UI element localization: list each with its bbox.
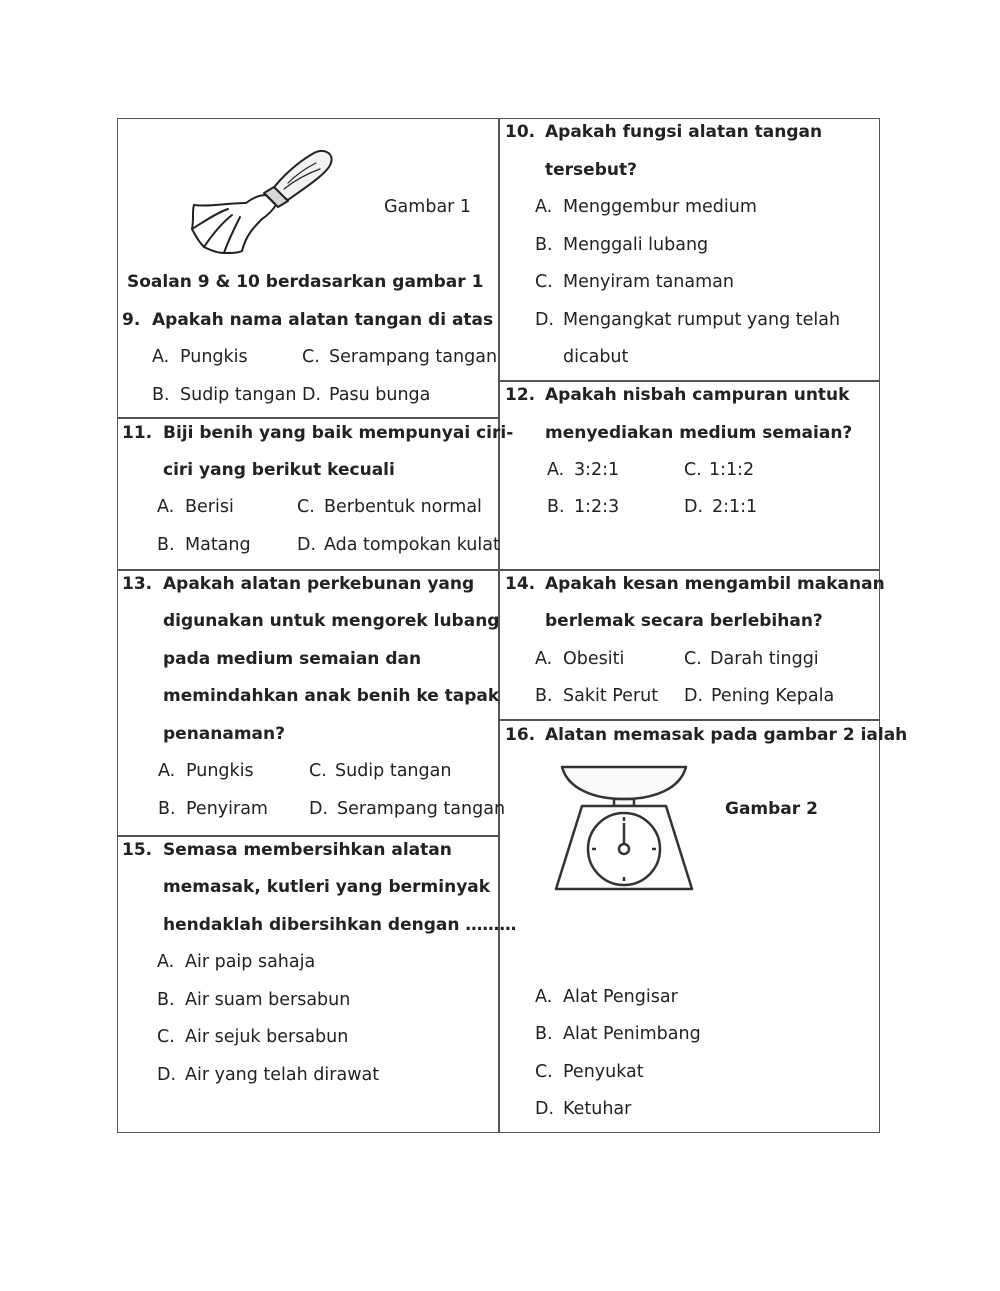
q10-option-b[interactable]: Menggali lubang bbox=[563, 235, 709, 255]
q9-option-c[interactable]: Serampang tangan bbox=[329, 347, 498, 367]
q13-text-line2: digunakan untuk mengorek lubang bbox=[163, 611, 500, 631]
q9-10-intro: Soalan 9 & 10 berdasarkan gambar 1 bbox=[127, 272, 484, 292]
q10-text-line1: Apakah fungsi alatan tangan bbox=[545, 122, 823, 142]
q11-option-c-letter[interactable]: C. bbox=[297, 497, 315, 517]
q9-option-d-letter[interactable]: D. bbox=[302, 385, 322, 405]
q12-text-line1: Apakah nisbah campuran untuk bbox=[545, 385, 850, 405]
q11-option-a-letter[interactable]: A. bbox=[157, 497, 175, 517]
q13-option-c-letter[interactable]: C. bbox=[309, 761, 327, 781]
q13-text-line4: memindahkan anak benih ke tapak bbox=[163, 686, 500, 706]
q10-option-d[interactable]: Mengangkat rumput yang telah bbox=[563, 310, 841, 330]
q15-option-a[interactable]: Air paip sahaja bbox=[185, 952, 316, 972]
q16-number: 16. bbox=[505, 725, 536, 745]
q11-option-d[interactable]: Ada tompokan kulat bbox=[324, 535, 500, 555]
q10-option-d-letter[interactable]: D. bbox=[535, 310, 555, 330]
q13-text-line5: penanaman? bbox=[163, 724, 285, 744]
q10-text-line2: tersebut? bbox=[545, 160, 637, 180]
q12-option-b[interactable]: 1:2:3 bbox=[574, 497, 620, 517]
q14-option-a[interactable]: Obesiti bbox=[563, 649, 625, 669]
q10-option-b-letter[interactable]: B. bbox=[535, 235, 553, 255]
gambar-2-label: Gambar 2 bbox=[725, 799, 818, 819]
q15-text-line1: Semasa membersihkan alatan bbox=[163, 840, 452, 860]
q15-option-c[interactable]: Air sejuk bersabun bbox=[185, 1027, 349, 1047]
q12-option-c-letter[interactable]: C. bbox=[684, 460, 702, 480]
q14-option-c[interactable]: Darah tinggi bbox=[710, 649, 819, 669]
q13-option-d-letter[interactable]: D. bbox=[309, 799, 329, 819]
q10-option-a-letter[interactable]: A. bbox=[535, 197, 553, 217]
q16-text: Alatan memasak pada gambar 2 ialah bbox=[545, 725, 908, 745]
q14-option-d[interactable]: Pening Kepala bbox=[711, 686, 835, 706]
q13-text-line3: pada medium semaian dan bbox=[163, 649, 422, 669]
q13-option-b-letter[interactable]: B. bbox=[158, 799, 176, 819]
q9-option-d[interactable]: Pasu bunga bbox=[329, 385, 431, 405]
q11-number: 11. bbox=[122, 423, 153, 443]
q15-text-line3: hendaklah dibersihkan dengan ……… bbox=[163, 915, 517, 935]
q15-option-b[interactable]: Air suam bersabun bbox=[185, 990, 351, 1010]
q16-option-b[interactable]: Alat Penimbang bbox=[563, 1024, 701, 1044]
q9-option-b[interactable]: Sudip tangan bbox=[180, 385, 297, 405]
q10-option-d-continued[interactable]: dicabut bbox=[563, 347, 629, 367]
q12-number: 12. bbox=[505, 385, 536, 405]
q14-number: 14. bbox=[505, 574, 536, 594]
q13-text-line1: Apakah alatan perkebunan yang bbox=[163, 574, 475, 594]
q16-option-c[interactable]: Penyukat bbox=[563, 1062, 644, 1082]
q14-option-a-letter[interactable]: A. bbox=[535, 649, 553, 669]
q14-option-b-letter[interactable]: B. bbox=[535, 686, 553, 706]
q14-option-b[interactable]: Sakit Perut bbox=[563, 686, 659, 706]
q10-option-c[interactable]: Menyiram tanaman bbox=[563, 272, 734, 292]
q16-option-b-letter[interactable]: B. bbox=[535, 1024, 553, 1044]
q9-number: 9. bbox=[122, 310, 141, 330]
q15-option-b-letter[interactable]: B. bbox=[157, 990, 175, 1010]
q13-option-d[interactable]: Serampang tangan bbox=[337, 799, 506, 819]
q10-option-c-letter[interactable]: C. bbox=[535, 272, 553, 292]
q10-option-a[interactable]: Menggembur medium bbox=[563, 197, 757, 217]
q13-option-a-letter[interactable]: A. bbox=[158, 761, 176, 781]
q15-text-line2: memasak, kutleri yang berminyak bbox=[163, 877, 491, 897]
q15-option-c-letter[interactable]: C. bbox=[157, 1027, 175, 1047]
q11-option-d-letter[interactable]: D. bbox=[297, 535, 317, 555]
q16-option-d[interactable]: Ketuhar bbox=[563, 1099, 632, 1119]
q12-option-c[interactable]: 1:1:2 bbox=[709, 460, 755, 480]
q16-option-c-letter[interactable]: C. bbox=[535, 1062, 553, 1082]
q9-option-b-letter[interactable]: B. bbox=[152, 385, 170, 405]
q11-option-a[interactable]: Berisi bbox=[185, 497, 234, 517]
q12-option-d-letter[interactable]: D. bbox=[684, 497, 704, 517]
q9-text: Apakah nama alatan tangan di atas bbox=[152, 310, 494, 330]
q15-number: 15. bbox=[122, 840, 153, 860]
q14-option-c-letter[interactable]: C. bbox=[684, 649, 702, 669]
q9-option-c-letter[interactable]: C. bbox=[302, 347, 320, 367]
q12-option-a[interactable]: 3:2:1 bbox=[574, 460, 620, 480]
q16-option-a-letter[interactable]: A. bbox=[535, 987, 553, 1007]
q9-option-a-letter[interactable]: A. bbox=[152, 347, 170, 367]
q11-option-c[interactable]: Berbentuk normal bbox=[324, 497, 482, 517]
q10-number: 10. bbox=[505, 122, 536, 142]
q15-option-d-letter[interactable]: D. bbox=[157, 1065, 177, 1085]
q16-option-d-letter[interactable]: D. bbox=[535, 1099, 555, 1119]
q14-text-line1: Apakah kesan mengambil makanan bbox=[545, 574, 885, 594]
q11-option-b[interactable]: Matang bbox=[185, 535, 251, 555]
gambar-1-label: Gambar 1 bbox=[384, 197, 472, 217]
q16-option-a[interactable]: Alat Pengisar bbox=[563, 987, 678, 1007]
q15-option-a-letter[interactable]: A. bbox=[157, 952, 175, 972]
q12-option-b-letter[interactable]: B. bbox=[547, 497, 565, 517]
q11-text-line1: Biji benih yang baik mempunyai ciri- bbox=[163, 423, 514, 443]
q14-option-d-letter[interactable]: D. bbox=[684, 686, 704, 706]
hand-fork-illustration bbox=[188, 145, 338, 255]
q9-option-a[interactable]: Pungkis bbox=[180, 347, 248, 367]
q12-option-a-letter[interactable]: A. bbox=[547, 460, 565, 480]
q13-option-b[interactable]: Penyiram bbox=[186, 799, 268, 819]
q11-option-b-letter[interactable]: B. bbox=[157, 535, 175, 555]
q13-option-a[interactable]: Pungkis bbox=[186, 761, 254, 781]
q11-text-line2: ciri yang berikut kecuali bbox=[163, 460, 395, 480]
q15-option-d[interactable]: Air yang telah dirawat bbox=[185, 1065, 380, 1085]
weighing-scale-illustration bbox=[552, 765, 696, 891]
q13-number: 13. bbox=[122, 574, 153, 594]
q12-option-d[interactable]: 2:1:1 bbox=[712, 497, 758, 517]
q12-text-line2: menyediakan medium semaian? bbox=[545, 423, 853, 443]
q13-option-c[interactable]: Sudip tangan bbox=[335, 761, 452, 781]
q14-text-line2: berlemak secara berlebihan? bbox=[545, 611, 823, 631]
